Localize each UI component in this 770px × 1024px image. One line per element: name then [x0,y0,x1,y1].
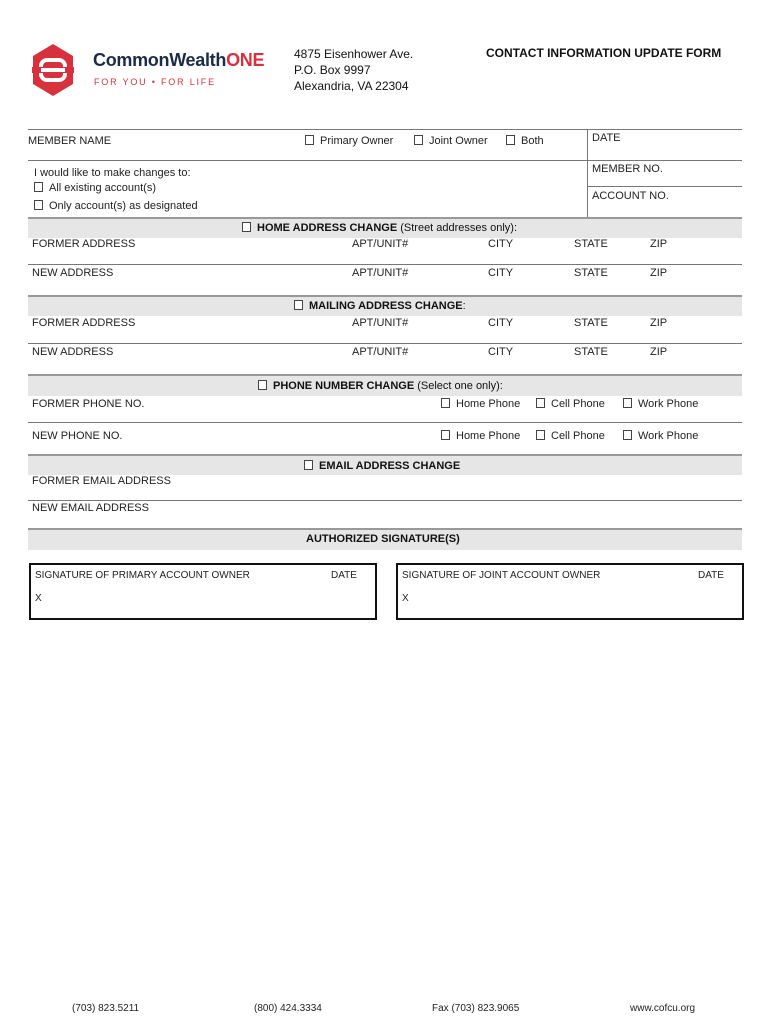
brand-name: CommonWealthONE [93,50,265,70]
mailing-former-zip-label: ZIP [650,317,668,329]
mailing-former-city-label: CITY [488,317,514,329]
mailing-new-zip-label: ZIP [650,346,668,358]
member-name-label: MEMBER NAME [28,135,112,147]
home-new-address-label: NEW ADDRESS [32,267,114,279]
address-line-3: Alexandria, VA 22304 [294,79,409,93]
former-phone-label: FORMER PHONE NO. [32,398,145,410]
home-new-city-label: CITY [488,267,514,279]
footer-phone-local: (703) 823.5211 [72,1003,140,1014]
former-cell-phone-checkbox[interactable]: Cell Phone [536,398,605,410]
home-former-state-label: STATE [574,238,608,250]
checkbox-icon [34,182,43,192]
checkbox-icon [258,380,267,390]
mailing-new-apt-label: APT/UNIT# [352,346,409,358]
designated-accounts-checkbox[interactable]: Only account(s) as designated [34,200,198,212]
brand-tagline: FOR YOU • FOR LIFE [94,77,216,87]
checkbox-icon [34,200,43,210]
checkbox-icon [414,135,423,145]
email-address-change-checkbox[interactable]: EMAIL ADDRESS CHANGE [304,460,460,472]
checkbox-icon [294,300,303,310]
member-no-label: MEMBER NO. [592,163,663,175]
home-new-state-label: STATE [574,267,608,279]
checkbox-icon [242,222,251,232]
footer-phone-tollfree: (800) 424.3334 [254,1003,322,1014]
checkbox-icon [506,135,515,145]
home-new-apt-label: APT/UNIT# [352,267,409,279]
new-home-phone-checkbox[interactable]: Home Phone [441,430,520,442]
checkbox-icon [623,430,632,440]
home-former-zip-label: ZIP [650,238,668,250]
footer-fax: Fax (703) 823.9065 [432,1003,520,1014]
mailing-new-city-label: CITY [488,346,514,358]
new-phone-label: NEW PHONE NO. [32,430,123,442]
credit-union-logo-icon [28,42,78,98]
form-title: CONTACT INFORMATION UPDATE FORM [486,46,722,60]
primary-signature-x-mark: X [35,593,42,604]
primary-signature-label: SIGNATURE OF PRIMARY ACCOUNT OWNER [35,570,250,581]
mailing-former-apt-label: APT/UNIT# [352,317,409,329]
former-email-label: FORMER EMAIL ADDRESS [32,475,171,487]
checkbox-icon [305,135,314,145]
mailing-new-address-label: NEW ADDRESS [32,346,114,358]
former-work-phone-checkbox[interactable]: Work Phone [623,398,698,410]
address-line-2: P.O. Box 9997 [294,63,371,77]
checkbox-icon [536,430,545,440]
new-cell-phone-checkbox[interactable]: Cell Phone [536,430,605,442]
new-email-label: NEW EMAIL ADDRESS [32,502,149,514]
mailing-new-state-label: STATE [574,346,608,358]
checkbox-icon [441,430,450,440]
address-line-1: 4875 Eisenhower Ave. [294,47,414,61]
checkbox-icon [441,398,450,408]
authorized-signatures-title: AUTHORIZED SIGNATURE(S) [306,533,460,545]
mailing-address-block [294,46,413,94]
joint-owner-checkbox[interactable]: Joint Owner [414,135,488,147]
home-former-city-label: CITY [488,238,514,250]
joint-signature-box[interactable] [396,563,744,620]
home-address-change-checkbox[interactable]: HOME ADDRESS CHANGE (Street addresses only): [242,222,517,234]
date-label: DATE [592,132,621,144]
primary-signature-box[interactable] [29,563,377,620]
former-home-phone-checkbox[interactable]: Home Phone [441,398,520,410]
home-former-address-label: FORMER ADDRESS [32,238,136,250]
mailing-former-address-label: FORMER ADDRESS [32,317,136,329]
primary-owner-checkbox[interactable]: Primary Owner [305,135,393,147]
changes-intro-text: I would like to make changes to: [34,167,191,179]
mailing-former-state-label: STATE [574,317,608,329]
joint-signature-x-mark: X [402,593,409,604]
joint-signature-date-label: DATE [698,570,724,581]
joint-signature-label: SIGNATURE OF JOINT ACCOUNT OWNER [402,570,601,581]
phone-number-change-checkbox[interactable]: PHONE NUMBER CHANGE (Select one only): [258,380,503,392]
mailing-address-change-checkbox[interactable]: MAILING ADDRESS CHANGE: [294,300,466,312]
home-new-zip-label: ZIP [650,267,668,279]
checkbox-icon [536,398,545,408]
footer-website[interactable]: www.cofcu.org [630,1003,696,1014]
home-former-apt-label: APT/UNIT# [352,238,409,250]
checkbox-icon [623,398,632,408]
new-work-phone-checkbox[interactable]: Work Phone [623,430,698,442]
account-no-label: ACCOUNT NO. [592,190,669,202]
both-owners-checkbox[interactable]: Both [506,135,544,147]
checkbox-icon [304,460,313,470]
all-accounts-checkbox[interactable]: All existing account(s) [34,182,156,194]
primary-signature-date-label: DATE [331,570,357,581]
